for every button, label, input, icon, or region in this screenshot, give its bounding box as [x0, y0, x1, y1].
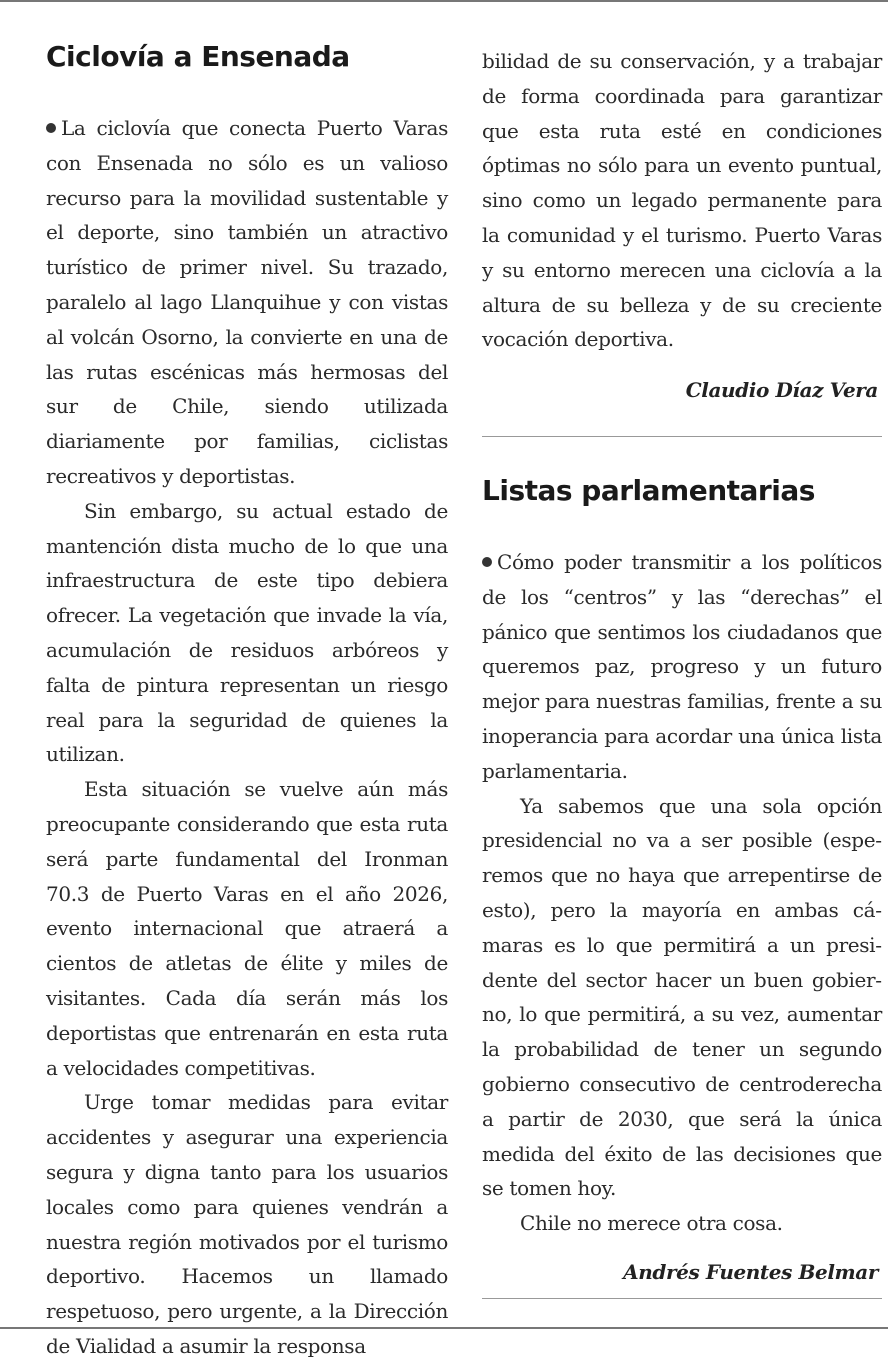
- bullet-icon: [482, 557, 492, 567]
- letter-title-listas: Listas parlamentarias: [482, 474, 815, 507]
- letter-paragraph: Chile no merece otra cosa.: [520, 1211, 783, 1236]
- letter-body-ciclovia-continued: [482, 44, 882, 357]
- letter-paragraph: bilidad de su conservación, y a trabajar de forma coordinada para garantizar que esta ruta esté en condiciones óptimas no sólo para un evento puntual, sino como un legado permanente para la comunidad y el turismo. Puerto Varas y su entorno merecen una ciclovía a la altura de su belleza y de su creciente vocación deportiva.: [482, 49, 882, 352]
- letter-paragraph: Sin embargo, su actual estado de mantención dista mucho de lo que una infraestructura de este tipo debiera ofrecer. La vegetación que invade la vía, acumulación de residuos arbóreos y falta de pintura representan un riesgo real para la seguridad de quienes la utilizan.: [46, 498, 448, 767]
- letter-body-ciclovia: [46, 111, 448, 1364]
- letter-paragraph: Esta situación se vuelve aún más preocupante considerando que esta ruta será parte fundamental del Ironman 70.3 de Puerto Varas en el año 2026, evento internacional que atraerá a cientos de atletas de élite y miles de visitantes. Cada día serán más los deportistas que entrenarán en esta ruta a velocidades competitivas.: [46, 777, 448, 1080]
- top-rule: [0, 0, 888, 2]
- letter-paragraph: Urge tomar medidas para evitar accidentes y asegurar una experiencia segura y digna tanto para los usuarios locales como para quienes vendrán a nuestra región motivados por el turismo deportivo. Hacemos un llamado respetuoso, pero urgente, a la Dirección de Vialidad a asumir la responsa: [46, 1090, 448, 1358]
- letter-signature-ciclovia: Claudio Díaz Vera: [685, 378, 878, 402]
- letter-paragraph: La ciclovía que conecta Puerto Varas con Ensenada no sólo es un valioso recurso para la movilidad sustentable y el deporte, sino también un atractivo turístico de primer nivel. Su trazado, paralelo al lago Llanquihue y con vistas al volcán Osorno, la convierte en una de las rutas escénicas más hermosas del sur de Chile, siendo utilizada diariamente por familias, ciclistas recreativos y deportistas.: [46, 116, 448, 488]
- bullet-icon: [46, 123, 56, 133]
- bottom-rule: [0, 1327, 888, 1329]
- letter-divider: [482, 436, 882, 437]
- letter-body-listas: [482, 545, 882, 1241]
- letter-paragraph: Cómo poder transmitir a los políticos de los “centros” y las “derechas” el pánico que sentimos los ciudadanos que queremos paz, progreso y un futuro mejor para nuestras familias, frente a su inoperancia para acordar una única lista parlamentaria.: [482, 550, 882, 783]
- letter-paragraph: Ya sabemos que una sola opción presidencial no va a ser posible (esperemos que no haya que arrepentirse de esto), pero la mayoría en ambas cámaras es lo que permitirá a un presidente del sector hacer un buen gobierno, lo que permitirá, a su vez, aumentar la probabilidad de tener un segundo gobierno consecutivo de centroderecha a partir de 2030, que será la única medida del éxito de las decisiones que se tomen hoy.: [482, 793, 882, 1201]
- letter-title-ciclovia: Ciclovía a Ensenada: [46, 40, 350, 73]
- letter-signature-listas: Andrés Fuentes Belmar: [623, 1260, 878, 1284]
- letter-divider: [482, 1298, 882, 1299]
